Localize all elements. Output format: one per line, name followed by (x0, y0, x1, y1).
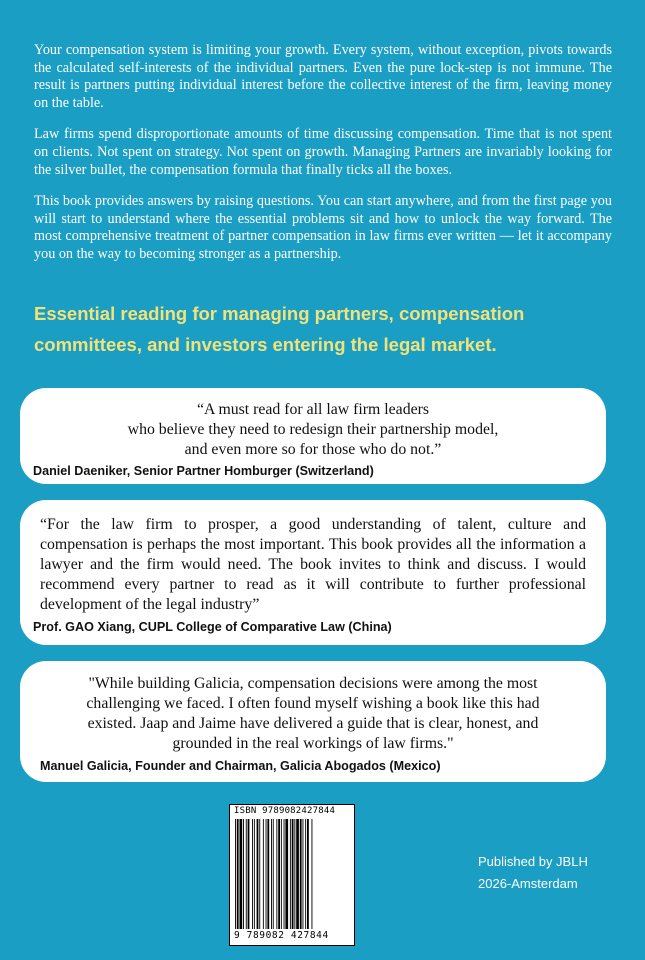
intro-text (34, 42, 612, 278)
quote-3-text (20, 661, 606, 754)
intro-paragraph-1: Your compensation system is limiting your growth. Every system, without exception, pivots towards the calculated self-interests of the individual partners. Even the pure lock-step is not immune. The result is partners putting individual interest before the collective interest of the firm, leaving money on the table. (34, 42, 612, 111)
isbn-barcode (229, 804, 355, 946)
barcode-bar (237, 819, 239, 929)
barcode-bar (254, 819, 255, 929)
intro-paragraph-2: Law firms spend disproportionate amounts of time discussing compensation. Time that is not spent on clients. Not spent on strategy. Not spent on growth. Managing Partners are invariably looking for the silver bullet, the compensation formula that finally ticks all the boxes. (34, 126, 612, 178)
barcode-bar (281, 819, 282, 929)
barcode-bar (252, 819, 253, 929)
quote-1-attribution: Daniel Daeniker, Senior Partner Homburger (Switzerland) (33, 464, 374, 478)
quote-box-2 (20, 500, 606, 645)
barcode-bar (307, 819, 309, 929)
publisher-info (478, 851, 588, 895)
headline-line-1: Essential reading for managing partners, compensation (34, 303, 525, 324)
barcode-bar (259, 819, 260, 929)
barcode-bar (278, 819, 280, 929)
barcode-bar (263, 819, 264, 929)
headline-line-2: committees, and investors entering the legal market. (34, 334, 497, 355)
barcode-bar (296, 819, 299, 929)
quote-3-line-1: "While building Galicia, compensation decisions were among the most (88, 675, 538, 692)
quote-1-text (20, 388, 606, 460)
barcode-bar (273, 819, 274, 929)
barcode-bar (305, 819, 306, 929)
barcode-bar (276, 819, 277, 929)
quote-3-line-4: grounded in the real workings of law firms." (172, 735, 454, 752)
barcode-bar (248, 819, 250, 929)
publisher-place-year: 2026-Amsterdam (478, 876, 578, 891)
barcode-bar (294, 819, 295, 929)
barcode-bar (235, 819, 236, 929)
quote-3-line-3: existed. Jaap and Jaime have delivered a guide that is clear, honest, and (87, 715, 539, 732)
barcode-bar (243, 819, 244, 929)
quote-1-line-1: “A must read for all law firm leaders (196, 401, 430, 418)
headline (34, 298, 614, 360)
quote-1-line-3: and even more so for those who do not.” (184, 441, 442, 458)
quote-1-line-2: who believe they need to redesign their partnership model, (127, 421, 499, 438)
barcode-bar (285, 819, 288, 929)
barcode-bar (284, 819, 285, 929)
barcode-bar (240, 819, 243, 929)
barcode-bar (271, 819, 272, 929)
barcode-bar (303, 819, 304, 929)
barcode-bar (290, 819, 291, 929)
quote-2-text: “For the law firm to prosper, a good understanding of talent, culture and compensation is perhaps the most important. This book provides all the information a lawyer and the firm would need. The book invites to think and discuss. I would recommend every partner to read as it will contribute to further professional development of the legal industry” (40, 516, 586, 613)
quote-2-attribution: Prof. GAO Xiang, CUPL College of Comparative Law (China) (33, 620, 392, 634)
barcode-bar (266, 819, 267, 929)
barcode-bar (300, 819, 302, 929)
quote-box-3 (20, 661, 606, 782)
barcode-bar (246, 819, 247, 929)
barcode-bar (312, 819, 313, 929)
barcode-bar (292, 819, 294, 929)
isbn-digits: 9 789082 427844 (234, 930, 329, 941)
barcode-bar (257, 819, 259, 929)
barcode-bar (267, 819, 269, 929)
isbn-label: ISBN 9789082427844 (234, 806, 336, 816)
quote-3-line-2: challenging we faced. I often found myself wishing a book like this had (86, 695, 540, 712)
quote-3-attribution: Manuel Galicia, Founder and Chairman, Galicia Abogados (Mexico) (40, 759, 441, 773)
publisher-name: Published by JBLH (478, 854, 588, 869)
intro-paragraph-3: This book provides answers by raising questions. You can start anywhere, and from the first page you will start to understand where the essential problems sit and how to unlock the way forward. The most comprehensive treatment of partner compensation in law firms ever written — let it accompany you on the way to becoming stronger as a partnership. (34, 193, 612, 262)
barcode-bars (235, 819, 349, 929)
quote-box-1 (20, 388, 606, 484)
